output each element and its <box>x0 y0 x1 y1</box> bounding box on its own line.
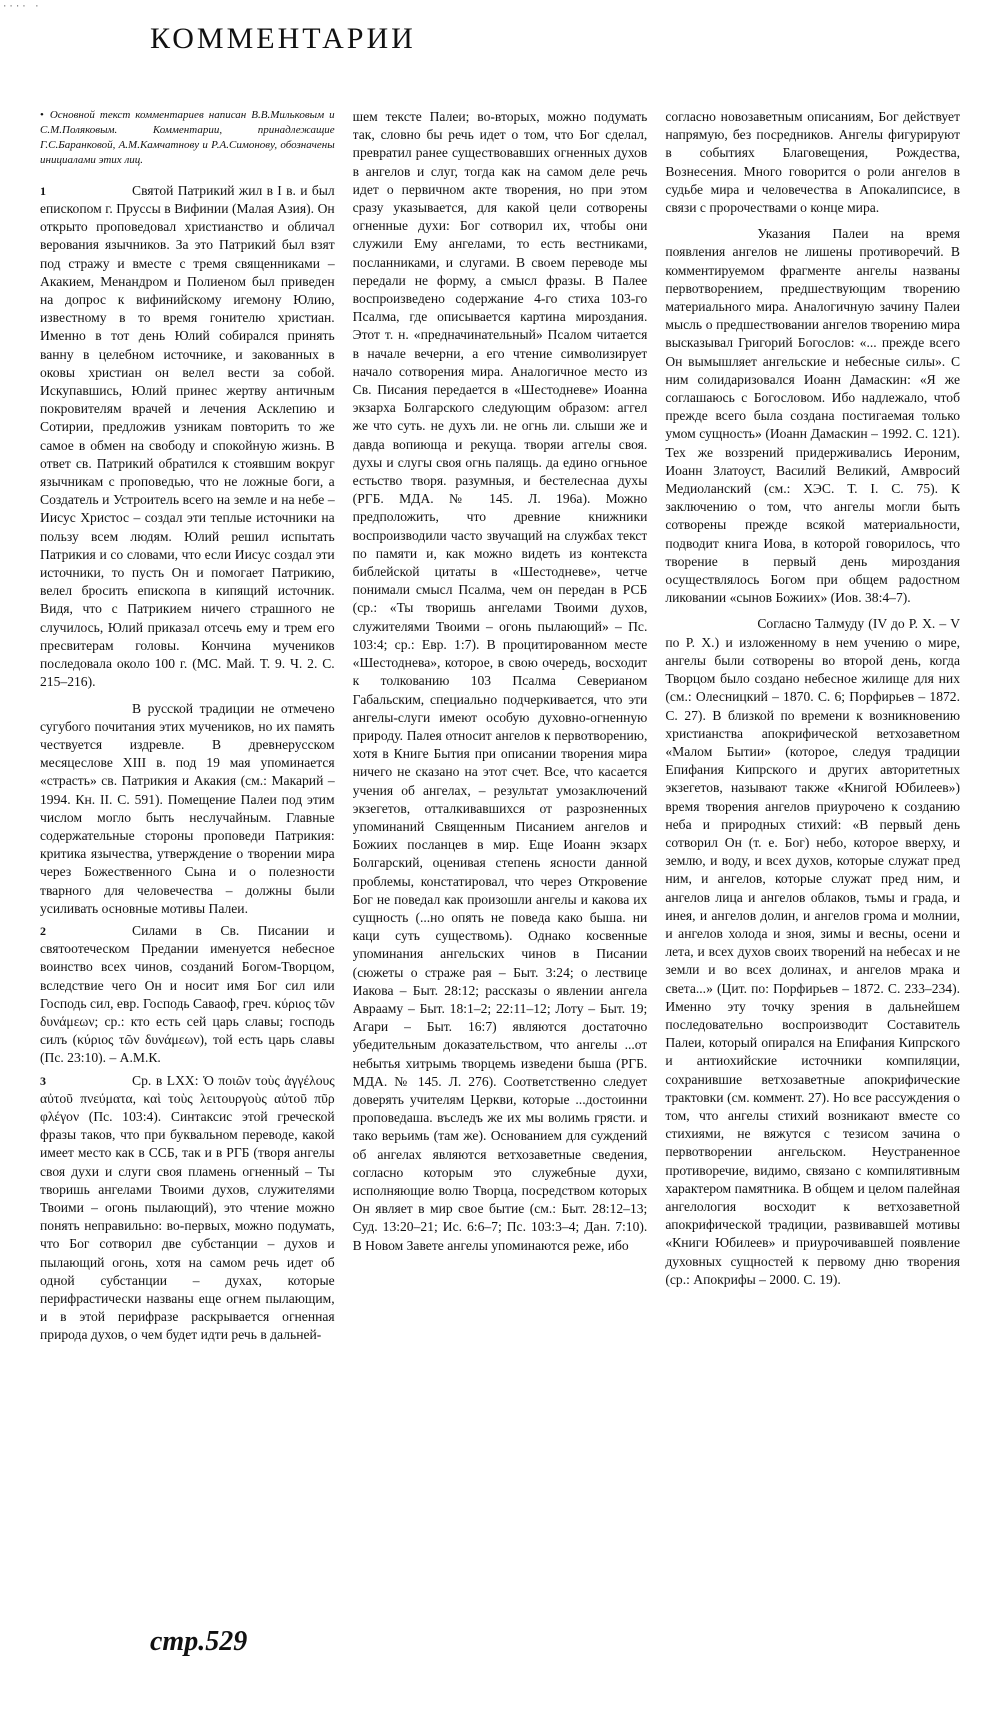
note-text: Святой Патрикий жил в I в. и был епископом г. Пруссы в Вифинии (Малая Азия). Он открыто проповедовал христианство и обличал верования язычников. За это Патрикий был взят под стражу и вместе с тремя священниками – Акакием, Менандром и Полиеном был приведен на допрос к вифинийскому игемону Юлию, известному в то время гонителю христиан. Именно в тот день Юлий собирался принять ванну в целебном источнике, и закованных в оковы христиан он велел вести за собой. Искупавшись, Юлий принес жертву античным покровителям врачей и лечения Асклепию и Сотирии, предложив узникам повторить то же самое в обмен на свободу и спокойную жизнь. В ответ св. Патрикий обратился к стоявшим вокруг язычникам с проповедью, что не ложные боги, а Создатель и Устроитель всего на земле и на небе – Иисус Христос – создал эти теплые источники на пользу всем людям. Юлий решил испытать Патрикия и со словами, что если Иисус создал эти источники, то пусть Он и помогает Патрикию, велел бросить епископа в кипящий источник. Видя, что с Патрикием ничего страшного не случилось, Юлий приказал отсечь ему и трем его пресвитерам головы. Кончина мучеников последовала около 100 г. (МС. Май. Т. 9. Ч. 2. С. 215–216). <box>40 182 335 690</box>
intro-text: Основной текст комментариев написан В.В.Мильковым и С.М.Поляковым. Комментарии, принадлежащие Г.С.Баранковой, А.М.Камчатнову и Р.А.Симонову, обозначены инициалами этих лиц. <box>40 109 335 166</box>
column-2 <box>353 108 648 1578</box>
paragraph: Указания Палеи на время появления ангелов не лишены противоречий. В комментируемом фрагменте ангелы названы первотворением, предшествующим творению материального мира. Аналогичную зачину Палеи мысль о предшествовании ангелов творению мира высказывал Григорий Богослов: «... прежде всего Он вымышляет ангельские и небесные силы». С ним солидаризовался Иоанн Дамаскин: «Я же соглашаюсь с Богословом. Ибо надлежало, чтоб прежде всего была создана постигаемая только умом сущность» (Иоанн Дамаскин – 1992. С. 121). Тех же воззрений придерживались Иероним, Иоанн Златоуст, Василий Великий, Амвросий Медиоланский (см.: ХЭС. Т. I. С. 75). К заключению о том, что ангелы могли быть сотворены прежде всякой материальности, подводит книга Иова, в которой говорилось, что творение в первый день мироздания осуществлялось Богом при общем радостном ликовании «сынов Божиих» (Иов. 38:4–7). <box>665 226 961 606</box>
page-title: КОММЕНТАРИИ <box>150 22 416 55</box>
scan-corner-mark: ···· · <box>2 2 41 12</box>
paragraph: Согласно Талмуду (IV до Р. Х. – V по Р. Х.) и изложенному в нем учению о мире, ангелы были сотворены во второй день, когда Творцом было создано небесное жилище для них (см.: Олесницкий – 1870. С. 6; Порфирьев – 1872. С. 27). В близкой по времени к возникновению христианства апокрифической ветхозаветном «Малом Бытии» (которое, следуя традиции Епифания Кипрского и других авторитетных экзегетов, называют также «Книгой Юбилеев») время творения ангелов приурочено к созданию неба и природных стихий: «В первый день сотворил Он (т. е. Бог) небо, которое вверху, и землю, и воду, и всех духов, которые служат пред ним, и ангелов, которые служат пред ним, и ангелов лица и ангелов облаков, тьмы и града, и инея, и ангелов долин, и ангелов грома и молнии, и ангелов холода и зноя, зимы и весны, осени и лета, и всех духов своих творений на небесах и не земли и во всех долинах, и ангелов мрака и света...» (Цит. по: Порфирьев – 1872. С. 233–234). Именно эту точку зрения в дальнейшем последовательно воспроизводит Составитель Палеи, который опирался на Епифания Кипрского и антиохийские источники компиляции, сохранившие ветхозаветные апокрифические трактовки (см. коммент. 27). Но все рассуждения о том, что ангелы стихий возникают вместе со стихиями, не вяжутся с тезисом зачина о первотворении ангельском. Неустраненное противоречие, видимо, связано с компилятивным характером памятника. В общем и целом палейная ангелология восходит к ветхозаветной апокрифической традиции, развивавшей мотивы «Книги Юбилеев» и приурочивавшей появление духовных сущностей к первому дню творения (ср.: Апокрифы – 2000. С. 19). <box>665 616 961 1287</box>
column-1 <box>40 108 335 1578</box>
note-3 <box>40 1072 335 1345</box>
paragraph-continued: шем тексте Палеи; во-вторых, можно подумать так, словно бы речь идет о том, что Бог сделал, превратил ранее существовавших огненных духов в ангелов и слуг, тогда как на самом деле речь идет о первичном акте творения, но при этом сразу указывается, для какой цели сотворены огненные духи: Бог сотворил их, чтобы они служили Ему ангелами, то есть вестниками, посланниками, и слугами. В своем переводе мы передали не форму, а смысл фразы. В Палее воспроизведено содержание 4-го стиха 103-го Псалма, где описывается картина мироздания. Этот т. н. «предначинательный» Псалом читается в начале вечерни, а его чтение символизирует начало сотворения мира. Аналогичное место из Св. Писания передается в «Шестодневе» Иоанна экзарха Болгарского следующим образом: аггел же что суть. не духъ ли. не огнь ли. слыши же и давда вопиюща и рекуща. творяи аггелы своя. духы и слугы своя огнь палящь. да едино огньное естьство творя. разумныя, и бестелеснаа духы (РГБ. МДА. № 145. Л. 196а). Можно предположить, что древние книжники воспроизводили часто звучащий на службах текст по памяти и, как можно видеть из контекста библейской цитаты в «Шестодневе», четче понимали смысл Псалма, чем он передан в РСБ (ср.: «Ты творишь ангелами Твоими духов, служителями Твоими – огонь пылающий» – Пс. 103:4; ср.: Евр. 1:7). В процитированном месте «Шестоднева», которое, в свою очередь, восходит к толкованию 103 Псалма Северианом Габальским, специально подчеркивается, что эти ангелы-слуги имеют особую духовно-огненную природу. Палея относит ангелов к первотворению, хотя в Книге Бытия при описании творения мира ничего не сказано на этот счет. Все, что касается учения об ангелах, – результат умозаключений экзегетов, отталкивавшихся от разрозненных упоминаний Священным Писанием ангелов и Божиих посланцев в мир. Еще Иоанн экзарх Болгарский, оценивая степень ясности данной проблемы, констатировал, что через Откровение Бог не поведал как произошли ангелы и какова их сущность (...но опять не поведа како быша. ни каци суть существомь). Однако косвенные упоминания ангельских чинов в Писании (сюжеты о страже рая – Быт. 3:24; о лествице Иакова – Быт. 28:12; рассказы о явлении ангела Аврааму – Быт. 18:1–2; 22:11–12; Лоту – Быт. 19; Агари – Быт. 16:7) являются достаточно убедительным доказательством, что ангелы ...от небытья хитрымь творцемь изведени быша (РГБ. МДА. № 145. Л. 276). Соответственно следует доверять учителям Церкви, которые ...достоинни проповедаша. въследъ же их мы волимь грясти. и тако верьимь (там же). Основанием для суждений об ангелах являются ветхозаветные сведения, согласно которым это служебные духи, исполняющие волю Творца, посредством которых Он являет в мир свое бытие (см.: Быт. 28:12–13; Суд. 13:20–21; Ис. 6:6–7; Пс. 103:3–4; Дан. 7:10). В Новом Завете ангелы упоминаются реже, ибо <box>352 109 648 1253</box>
note-2 <box>40 922 335 1068</box>
note-text: Ср. в LXX: Ὁ ποιῶν τοὺς ἀγγέλους αὐτοῦ πνεύματα, καὶ τοὺς λειτουργοὺς αὐτοῦ πῦρ φλέγον (Пс. 103:4). Синтаксис этой греческой фразы таков, что при буквальном переводе, какой имеет место как в ССБ, так и в РГБ (творя ангелы своя духи и слуги своя пламень огненный – Ты творишь ангелами Твоими духов, служителями Твоими – огонь пылающий), это чтение можно понять неправильно: во-первых, можно подумать, что Бог сотворил две субстанции – духов и пылающий огонь, хотя на самом речь идет об одной субстанции – духах, которые перифрастически названы еще огнем пылающим, и в этой перифразе раскрывается огненная природа духов, о чем будет идти речь в дальней- <box>40 1072 335 1343</box>
note-1 <box>40 182 335 692</box>
note-number: 2 <box>40 923 46 938</box>
intro-note <box>40 108 335 168</box>
note-text: Силами в Св. Писании и святоотеческом Предании именуется небесное воинство всех чинов, созданий Богом-Творцом, вследствие чего Он и носит имя Бог сил или Господь сил, евр. Господь Саваоф, греч. κύριος τῶν δυνάμεων; ср.: кто есть сей царь славы; господь силъ (κύριος τῶν δυνάμεων), той есть царь славы (Пс. 23:10). – А.М.К. <box>40 922 335 1066</box>
note-number: 1 <box>40 183 46 198</box>
bullet-marker: • <box>40 109 44 121</box>
note-number: 3 <box>40 1073 46 1088</box>
text-columns <box>40 108 960 1578</box>
paragraph: В русской традиции не отмечено сугубого почитания этих мучеников, но их память чествуется издревле. В древнерусском месяцеслове XIII в. под 19 мая упоминается «страсть» св. Патрикия и Акакия (см.: Макарий – 1994. Кн. II. С. 591). Помещение Палеи под этим числом могло быть неслучайным. Главные содержательные стороны проповеди Патрикия: критика язычества, утверждение о творении мира через Божественного Сына и о полезности тварного для человечества – должны были усиливать основные мотивы Палеи. <box>40 700 335 916</box>
column-3 <box>665 108 960 1578</box>
paragraph-continued: согласно новозаветным описаниям, Бог действует напрямую, без посредников. Ангелы фигурируют в событиях Благовещения, Рождества, Вознесения. Много говорится о роли ангелов в судьбе мира и человечества в Апокалипсисе, в связи с пророчествами о конце мира. <box>665 109 961 216</box>
page-number: стр.529 <box>150 1626 248 1657</box>
